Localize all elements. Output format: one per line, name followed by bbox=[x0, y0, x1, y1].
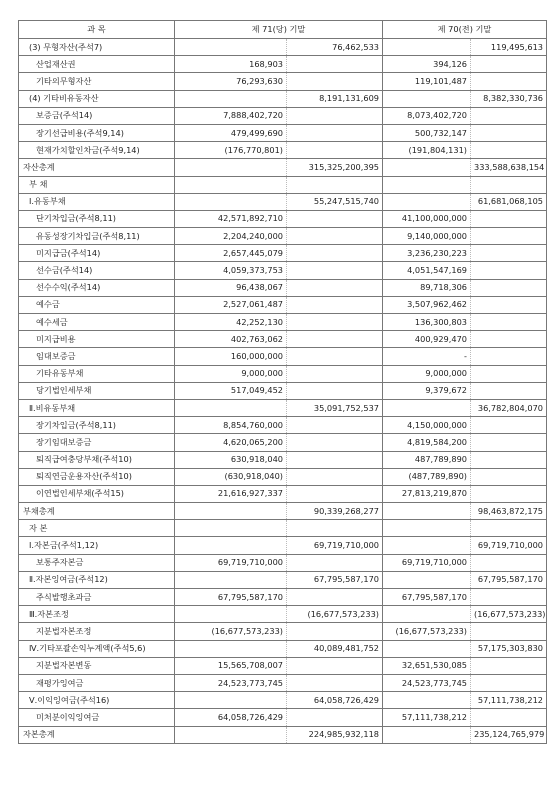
previous-detail-amount bbox=[383, 606, 471, 623]
current-subtotal-amount: 69,719,710,000 bbox=[287, 537, 383, 554]
current-subtotal-amount: 315,325,200,395 bbox=[287, 159, 383, 176]
previous-subtotal-amount bbox=[471, 434, 547, 451]
table-row bbox=[19, 468, 547, 485]
previous-subtotal-amount bbox=[471, 314, 547, 331]
table-row bbox=[19, 554, 547, 571]
row-label: 임대보증금 bbox=[19, 348, 175, 365]
row-label: 산업재산권 bbox=[19, 56, 175, 73]
row-label: 선수수익(주석14) bbox=[19, 279, 175, 296]
current-subtotal-amount bbox=[287, 176, 383, 193]
previous-subtotal-amount bbox=[471, 124, 547, 141]
current-subtotal-amount bbox=[287, 520, 383, 537]
current-detail-amount: 64,058,726,429 bbox=[175, 709, 287, 726]
table-row bbox=[19, 571, 547, 588]
previous-subtotal-amount: 119,495,613 bbox=[471, 39, 547, 56]
previous-detail-amount: 3,236,230,223 bbox=[383, 245, 471, 262]
previous-subtotal-amount bbox=[471, 365, 547, 382]
previous-subtotal-amount bbox=[471, 245, 547, 262]
row-label: 퇴직급여충당부채(주석10) bbox=[19, 451, 175, 468]
previous-subtotal-amount: (16,677,573,233) bbox=[471, 606, 547, 623]
table-row bbox=[19, 39, 547, 56]
table-row bbox=[19, 434, 547, 451]
table-row bbox=[19, 640, 547, 657]
previous-subtotal-amount bbox=[471, 331, 547, 348]
current-subtotal-amount bbox=[287, 623, 383, 640]
previous-detail-amount: 136,300,803 bbox=[383, 314, 471, 331]
previous-detail-amount bbox=[383, 640, 471, 657]
previous-detail-amount bbox=[383, 726, 471, 743]
current-detail-amount: 67,795,587,170 bbox=[175, 589, 287, 606]
current-subtotal-amount bbox=[287, 434, 383, 451]
previous-subtotal-amount bbox=[471, 520, 547, 537]
current-detail-amount: 7,888,402,720 bbox=[175, 107, 287, 124]
current-subtotal-amount bbox=[287, 124, 383, 141]
current-detail-amount bbox=[175, 39, 287, 56]
previous-detail-amount: 67,795,587,170 bbox=[383, 589, 471, 606]
current-detail-amount bbox=[175, 606, 287, 623]
previous-detail-amount bbox=[383, 193, 471, 210]
current-detail-amount: 42,571,892,710 bbox=[175, 210, 287, 227]
current-detail-amount: 76,293,630 bbox=[175, 73, 287, 90]
current-detail-amount: 8,854,760,000 bbox=[175, 417, 287, 434]
current-subtotal-amount bbox=[287, 296, 383, 313]
row-label: 미처분이익잉여금 bbox=[19, 709, 175, 726]
row-label: 장기임대보증금 bbox=[19, 434, 175, 451]
table-row bbox=[19, 520, 547, 537]
previous-detail-amount: 69,719,710,000 bbox=[383, 554, 471, 571]
previous-detail-amount: 9,379,672 bbox=[383, 382, 471, 399]
current-subtotal-amount bbox=[287, 674, 383, 691]
current-subtotal-amount: 76,462,533 bbox=[287, 39, 383, 56]
current-detail-amount: 2,204,240,000 bbox=[175, 228, 287, 245]
table-row bbox=[19, 485, 547, 502]
table-row bbox=[19, 159, 547, 176]
row-label: 예수금 bbox=[19, 296, 175, 313]
current-subtotal-amount bbox=[287, 142, 383, 159]
row-label: (3) 무형자산(주석7) bbox=[19, 39, 175, 56]
previous-subtotal-amount bbox=[471, 417, 547, 434]
table-row bbox=[19, 606, 547, 623]
previous-detail-amount: 500,732,147 bbox=[383, 124, 471, 141]
current-detail-amount: (16,677,573,233) bbox=[175, 623, 287, 640]
table-row bbox=[19, 726, 547, 743]
current-detail-amount: 21,616,927,337 bbox=[175, 485, 287, 502]
current-subtotal-amount bbox=[287, 417, 383, 434]
row-label: 기타의무형자산 bbox=[19, 73, 175, 90]
previous-detail-amount bbox=[383, 90, 471, 107]
table-row bbox=[19, 262, 547, 279]
row-label: 이연법인세부채(주석15) bbox=[19, 485, 175, 502]
row-label: 자 본 bbox=[19, 520, 175, 537]
previous-detail-amount: 4,051,547,169 bbox=[383, 262, 471, 279]
previous-detail-amount: 27,813,219,870 bbox=[383, 485, 471, 502]
previous-subtotal-amount: 8,382,330,736 bbox=[471, 90, 547, 107]
current-detail-amount bbox=[175, 193, 287, 210]
current-subtotal-amount: 224,985,932,118 bbox=[287, 726, 383, 743]
previous-detail-amount: 8,073,402,720 bbox=[383, 107, 471, 124]
current-detail-amount bbox=[175, 520, 287, 537]
previous-detail-amount: (487,789,890) bbox=[383, 468, 471, 485]
current-subtotal-amount bbox=[287, 554, 383, 571]
previous-detail-amount: 57,111,738,212 bbox=[383, 709, 471, 726]
table-header-row bbox=[19, 21, 547, 39]
row-label: 장기선급비용(주석9,14) bbox=[19, 124, 175, 141]
previous-subtotal-amount bbox=[471, 623, 547, 640]
table-row bbox=[19, 314, 547, 331]
header-current-period: 제 71(당) 기말 bbox=[175, 21, 383, 39]
table-row bbox=[19, 56, 547, 73]
current-subtotal-amount bbox=[287, 107, 383, 124]
row-label: 미지급비용 bbox=[19, 331, 175, 348]
current-subtotal-amount bbox=[287, 245, 383, 262]
previous-detail-amount: 32,651,530,085 bbox=[383, 657, 471, 674]
table-body bbox=[19, 39, 547, 744]
row-label: 지분법자본조정 bbox=[19, 623, 175, 640]
table-row bbox=[19, 382, 547, 399]
current-subtotal-amount bbox=[287, 331, 383, 348]
row-label: 기타유동부채 bbox=[19, 365, 175, 382]
previous-subtotal-amount bbox=[471, 589, 547, 606]
current-subtotal-amount: 35,091,752,537 bbox=[287, 399, 383, 416]
current-subtotal-amount bbox=[287, 348, 383, 365]
current-detail-amount: 479,499,690 bbox=[175, 124, 287, 141]
current-subtotal-amount bbox=[287, 451, 383, 468]
table-row bbox=[19, 348, 547, 365]
current-detail-amount: 24,523,773,745 bbox=[175, 674, 287, 691]
previous-subtotal-amount: 98,463,872,175 bbox=[471, 503, 547, 520]
current-subtotal-amount bbox=[287, 279, 383, 296]
previous-subtotal-amount bbox=[471, 485, 547, 502]
current-subtotal-amount bbox=[287, 210, 383, 227]
previous-subtotal-amount bbox=[471, 382, 547, 399]
current-subtotal-amount bbox=[287, 382, 383, 399]
table-row bbox=[19, 90, 547, 107]
header-previous-period: 제 70(전) 기말 bbox=[383, 21, 547, 39]
previous-subtotal-amount: 57,111,738,212 bbox=[471, 692, 547, 709]
previous-detail-amount bbox=[383, 692, 471, 709]
previous-detail-amount bbox=[383, 537, 471, 554]
row-label: 유동성장기차입금(주석8,11) bbox=[19, 228, 175, 245]
current-detail-amount: 96,438,067 bbox=[175, 279, 287, 296]
current-detail-amount bbox=[175, 90, 287, 107]
table-row bbox=[19, 674, 547, 691]
previous-detail-amount: 487,789,890 bbox=[383, 451, 471, 468]
current-detail-amount bbox=[175, 726, 287, 743]
table-row bbox=[19, 537, 547, 554]
previous-detail-amount: 24,523,773,745 bbox=[383, 674, 471, 691]
previous-subtotal-amount bbox=[471, 279, 547, 296]
row-label: 미지급금(주석14) bbox=[19, 245, 175, 262]
previous-subtotal-amount bbox=[471, 554, 547, 571]
current-detail-amount bbox=[175, 537, 287, 554]
previous-detail-amount: 400,929,470 bbox=[383, 331, 471, 348]
previous-subtotal-amount: 67,795,587,170 bbox=[471, 571, 547, 588]
previous-subtotal-amount bbox=[471, 709, 547, 726]
previous-detail-amount bbox=[383, 159, 471, 176]
current-detail-amount: 2,527,061,487 bbox=[175, 296, 287, 313]
current-detail-amount: 42,252,130 bbox=[175, 314, 287, 331]
current-subtotal-amount bbox=[287, 485, 383, 502]
previous-subtotal-amount bbox=[471, 296, 547, 313]
row-label: 자본총계 bbox=[19, 726, 175, 743]
row-label: Ⅰ.자본금(주석1,12) bbox=[19, 537, 175, 554]
previous-detail-amount bbox=[383, 520, 471, 537]
row-label: Ⅲ.자본조정 bbox=[19, 606, 175, 623]
current-detail-amount: 517,049,452 bbox=[175, 382, 287, 399]
previous-subtotal-amount: 36,782,804,070 bbox=[471, 399, 547, 416]
current-detail-amount bbox=[175, 503, 287, 520]
table-row bbox=[19, 124, 547, 141]
row-label: 현재가치할인차금(주석9,14) bbox=[19, 142, 175, 159]
previous-subtotal-amount bbox=[471, 674, 547, 691]
previous-detail-amount bbox=[383, 571, 471, 588]
previous-subtotal-amount bbox=[471, 657, 547, 674]
table-row bbox=[19, 107, 547, 124]
current-subtotal-amount bbox=[287, 709, 383, 726]
row-label: 예수세금 bbox=[19, 314, 175, 331]
current-detail-amount: 4,620,065,200 bbox=[175, 434, 287, 451]
balance-sheet-table bbox=[18, 20, 547, 744]
current-subtotal-amount bbox=[287, 262, 383, 279]
current-subtotal-amount: 67,795,587,170 bbox=[287, 571, 383, 588]
current-detail-amount: 9,000,000 bbox=[175, 365, 287, 382]
previous-subtotal-amount bbox=[471, 451, 547, 468]
current-detail-amount: 630,918,040 bbox=[175, 451, 287, 468]
current-detail-amount bbox=[175, 399, 287, 416]
current-subtotal-amount bbox=[287, 365, 383, 382]
previous-subtotal-amount bbox=[471, 73, 547, 90]
table-row bbox=[19, 142, 547, 159]
previous-subtotal-amount bbox=[471, 176, 547, 193]
current-subtotal-amount: (16,677,573,233) bbox=[287, 606, 383, 623]
previous-detail-amount: 3,507,962,462 bbox=[383, 296, 471, 313]
row-label: 단기차입금(주석8,11) bbox=[19, 210, 175, 227]
current-subtotal-amount bbox=[287, 314, 383, 331]
previous-detail-amount: (16,677,573,233) bbox=[383, 623, 471, 640]
previous-detail-amount: 41,100,000,000 bbox=[383, 210, 471, 227]
table-row bbox=[19, 657, 547, 674]
current-subtotal-amount: 40,089,481,752 bbox=[287, 640, 383, 657]
current-detail-amount bbox=[175, 692, 287, 709]
previous-detail-amount: 9,140,000,000 bbox=[383, 228, 471, 245]
table-row bbox=[19, 365, 547, 382]
current-subtotal-amount: 64,058,726,429 bbox=[287, 692, 383, 709]
previous-detail-amount bbox=[383, 503, 471, 520]
current-detail-amount: 69,719,710,000 bbox=[175, 554, 287, 571]
current-subtotal-amount bbox=[287, 56, 383, 73]
table-row bbox=[19, 193, 547, 210]
previous-detail-amount: 89,718,306 bbox=[383, 279, 471, 296]
table-row bbox=[19, 399, 547, 416]
balance-sheet bbox=[18, 20, 546, 744]
previous-detail-amount bbox=[383, 399, 471, 416]
row-label: Ⅳ.기타포괄손익누계액(주석5,6) bbox=[19, 640, 175, 657]
row-label: 보증금(주석14) bbox=[19, 107, 175, 124]
previous-detail-amount bbox=[383, 176, 471, 193]
table-row bbox=[19, 331, 547, 348]
previous-subtotal-amount bbox=[471, 228, 547, 245]
current-detail-amount: 402,763,062 bbox=[175, 331, 287, 348]
table-row bbox=[19, 279, 547, 296]
current-subtotal-amount bbox=[287, 73, 383, 90]
row-label: 주식발행초과금 bbox=[19, 589, 175, 606]
previous-detail-amount: 4,150,000,000 bbox=[383, 417, 471, 434]
previous-detail-amount: 4,819,584,200 bbox=[383, 434, 471, 451]
current-subtotal-amount: 8,191,131,609 bbox=[287, 90, 383, 107]
current-detail-amount: 168,903 bbox=[175, 56, 287, 73]
current-subtotal-amount bbox=[287, 657, 383, 674]
previous-subtotal-amount bbox=[471, 468, 547, 485]
row-label: Ⅴ.이익잉여금(주석16) bbox=[19, 692, 175, 709]
current-detail-amount bbox=[175, 159, 287, 176]
current-detail-amount: 2,657,445,079 bbox=[175, 245, 287, 262]
previous-subtotal-amount: 69,719,710,000 bbox=[471, 537, 547, 554]
table-row bbox=[19, 709, 547, 726]
row-label: 퇴직연금운용자산(주석10) bbox=[19, 468, 175, 485]
previous-subtotal-amount bbox=[471, 56, 547, 73]
row-label: 부채총계 bbox=[19, 503, 175, 520]
table-row bbox=[19, 176, 547, 193]
table-row bbox=[19, 73, 547, 90]
row-label: 장기차입금(주석8,11) bbox=[19, 417, 175, 434]
previous-subtotal-amount: 61,681,068,105 bbox=[471, 193, 547, 210]
row-label: 지분법자본변동 bbox=[19, 657, 175, 674]
header-item: 과 목 bbox=[19, 21, 175, 39]
previous-detail-amount: 9,000,000 bbox=[383, 365, 471, 382]
current-detail-amount bbox=[175, 571, 287, 588]
row-label: Ⅱ.비유동부채 bbox=[19, 399, 175, 416]
table-row bbox=[19, 451, 547, 468]
row-label: 자산총계 bbox=[19, 159, 175, 176]
current-detail-amount: 15,565,708,007 bbox=[175, 657, 287, 674]
row-label: 보통주자본금 bbox=[19, 554, 175, 571]
current-detail-amount: (630,918,040) bbox=[175, 468, 287, 485]
current-detail-amount: 160,000,000 bbox=[175, 348, 287, 365]
previous-detail-amount: 119,101,487 bbox=[383, 73, 471, 90]
current-detail-amount: (176,770,801) bbox=[175, 142, 287, 159]
current-detail-amount bbox=[175, 176, 287, 193]
current-detail-amount: 4,059,373,753 bbox=[175, 262, 287, 279]
previous-subtotal-amount: 235,124,765,979 bbox=[471, 726, 547, 743]
current-detail-amount bbox=[175, 640, 287, 657]
previous-subtotal-amount bbox=[471, 107, 547, 124]
row-label: Ⅰ.유동부채 bbox=[19, 193, 175, 210]
table-row bbox=[19, 296, 547, 313]
previous-subtotal-amount bbox=[471, 262, 547, 279]
table-row bbox=[19, 589, 547, 606]
current-subtotal-amount bbox=[287, 589, 383, 606]
current-subtotal-amount bbox=[287, 468, 383, 485]
previous-subtotal-amount bbox=[471, 210, 547, 227]
table-row bbox=[19, 245, 547, 262]
row-label: 선수금(주석14) bbox=[19, 262, 175, 279]
table-row bbox=[19, 228, 547, 245]
previous-subtotal-amount: 333,588,638,154 bbox=[471, 159, 547, 176]
previous-subtotal-amount bbox=[471, 348, 547, 365]
previous-detail-amount: - bbox=[383, 348, 471, 365]
table-row bbox=[19, 210, 547, 227]
current-subtotal-amount bbox=[287, 228, 383, 245]
previous-subtotal-amount: 57,175,303,830 bbox=[471, 640, 547, 657]
row-label: Ⅱ.자본잉여금(주석12) bbox=[19, 571, 175, 588]
table-row bbox=[19, 692, 547, 709]
previous-detail-amount bbox=[383, 39, 471, 56]
table-row bbox=[19, 623, 547, 640]
previous-subtotal-amount bbox=[471, 142, 547, 159]
row-label: (4) 기타비유동자산 bbox=[19, 90, 175, 107]
row-label: 부 채 bbox=[19, 176, 175, 193]
current-subtotal-amount: 90,339,268,277 bbox=[287, 503, 383, 520]
table-row bbox=[19, 503, 547, 520]
row-label: 당기법인세부채 bbox=[19, 382, 175, 399]
current-subtotal-amount: 55,247,515,740 bbox=[287, 193, 383, 210]
previous-detail-amount: (191,804,131) bbox=[383, 142, 471, 159]
table-row bbox=[19, 417, 547, 434]
row-label: 재평가잉여금 bbox=[19, 674, 175, 691]
previous-detail-amount: 394,126 bbox=[383, 56, 471, 73]
